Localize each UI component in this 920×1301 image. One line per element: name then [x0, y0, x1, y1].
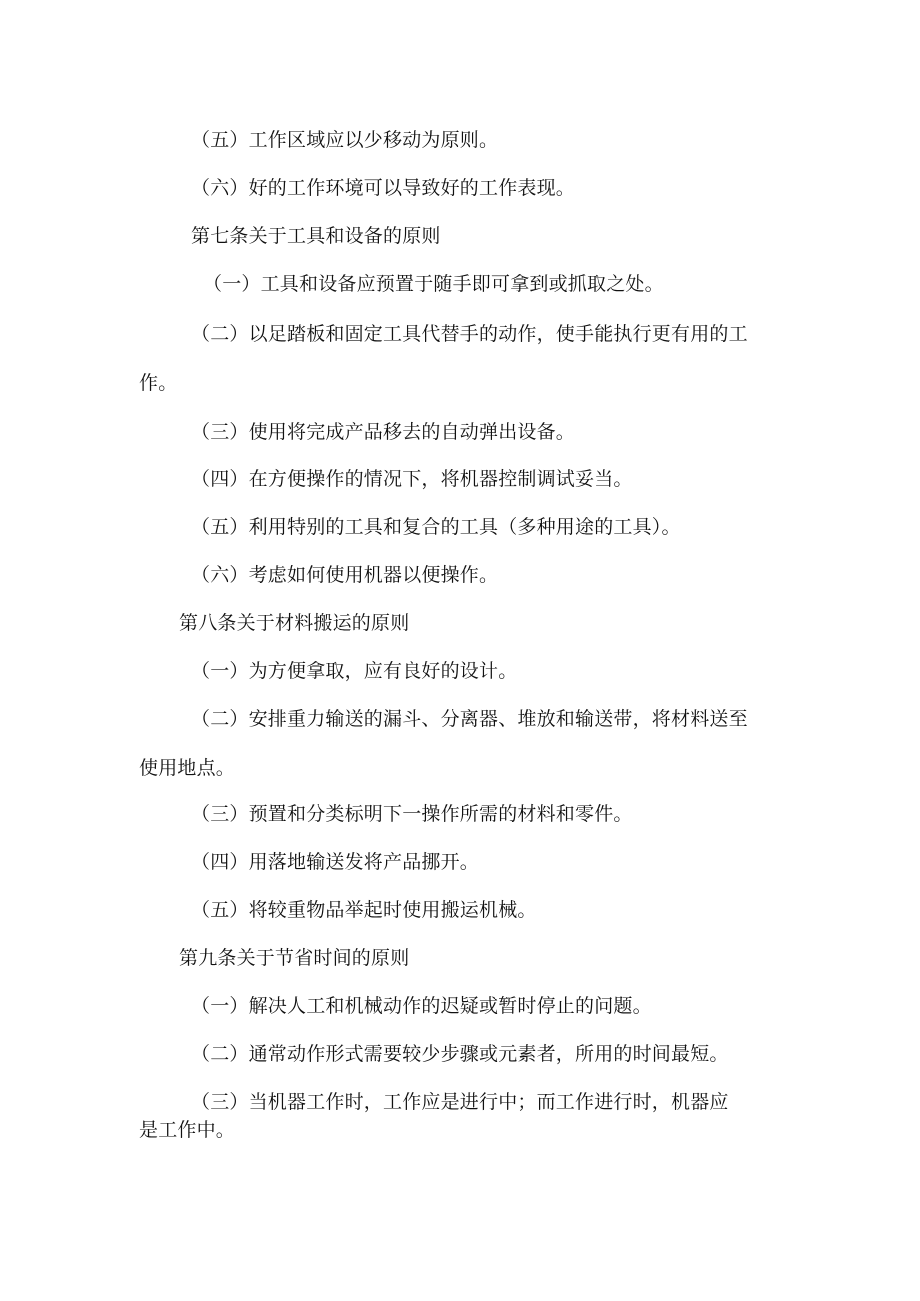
- section-heading: 第九条关于节省时间的原则: [179, 947, 410, 969]
- paragraph-line: （五）工作区域应以少移动为原则。: [191, 129, 499, 151]
- paragraph-line: （三）预置和分类标明下一操作所需的材料和零件。: [191, 803, 633, 825]
- paragraph-line: （一）解决人工和机械动作的迟疑或暂时停止的问题。: [191, 995, 652, 1017]
- paragraph-line: （五）利用特别的工具和复合的工具（多种用途的工具）。: [191, 516, 681, 538]
- paragraph-line: （二）以足踏板和固定工具代替手的动作，使手能执行更有用的工: [191, 323, 748, 345]
- section-heading: 第七条关于工具和设备的原则: [191, 225, 441, 247]
- paragraph-line: （四）用落地输送发将产品挪开。: [191, 851, 480, 873]
- paragraph-line: （四）在方便操作的情况下，将机器控制调试妥当。: [191, 468, 633, 490]
- section-heading: 第八条关于材料搬运的原则: [179, 612, 410, 634]
- paragraph-line: （五）将较重物品举起时使用搬运机械。: [191, 899, 537, 921]
- paragraph-continuation: 作。: [139, 372, 178, 394]
- paragraph-line: （一）工具和设备应预置于随手即可拿到或抓取之处。: [203, 273, 664, 295]
- paragraph-line: （三）当机器工作时，工作应是进行中；而工作进行时，机器应: [191, 1091, 729, 1113]
- paragraph-line: （三）使用将完成产品移去的自动弹出设备。: [191, 421, 576, 443]
- paragraph-line: （六）考虑如何使用机器以便操作。: [191, 564, 499, 586]
- paragraph-continuation: 是工作中。: [139, 1119, 236, 1141]
- paragraph-line: （二）安排重力输送的漏斗、分离器、堆放和输送带，将材料送至: [191, 708, 748, 730]
- paragraph-line: （一）为方便拿取，应有良好的设计。: [191, 660, 518, 682]
- paragraph-continuation: 使用地点。: [139, 757, 236, 779]
- paragraph-line: （二）通常动作形式需要较少步骤或元素者，所用的时间最短。: [191, 1043, 729, 1065]
- paragraph-line: （六）好的工作环境可以导致好的工作表现。: [191, 177, 576, 199]
